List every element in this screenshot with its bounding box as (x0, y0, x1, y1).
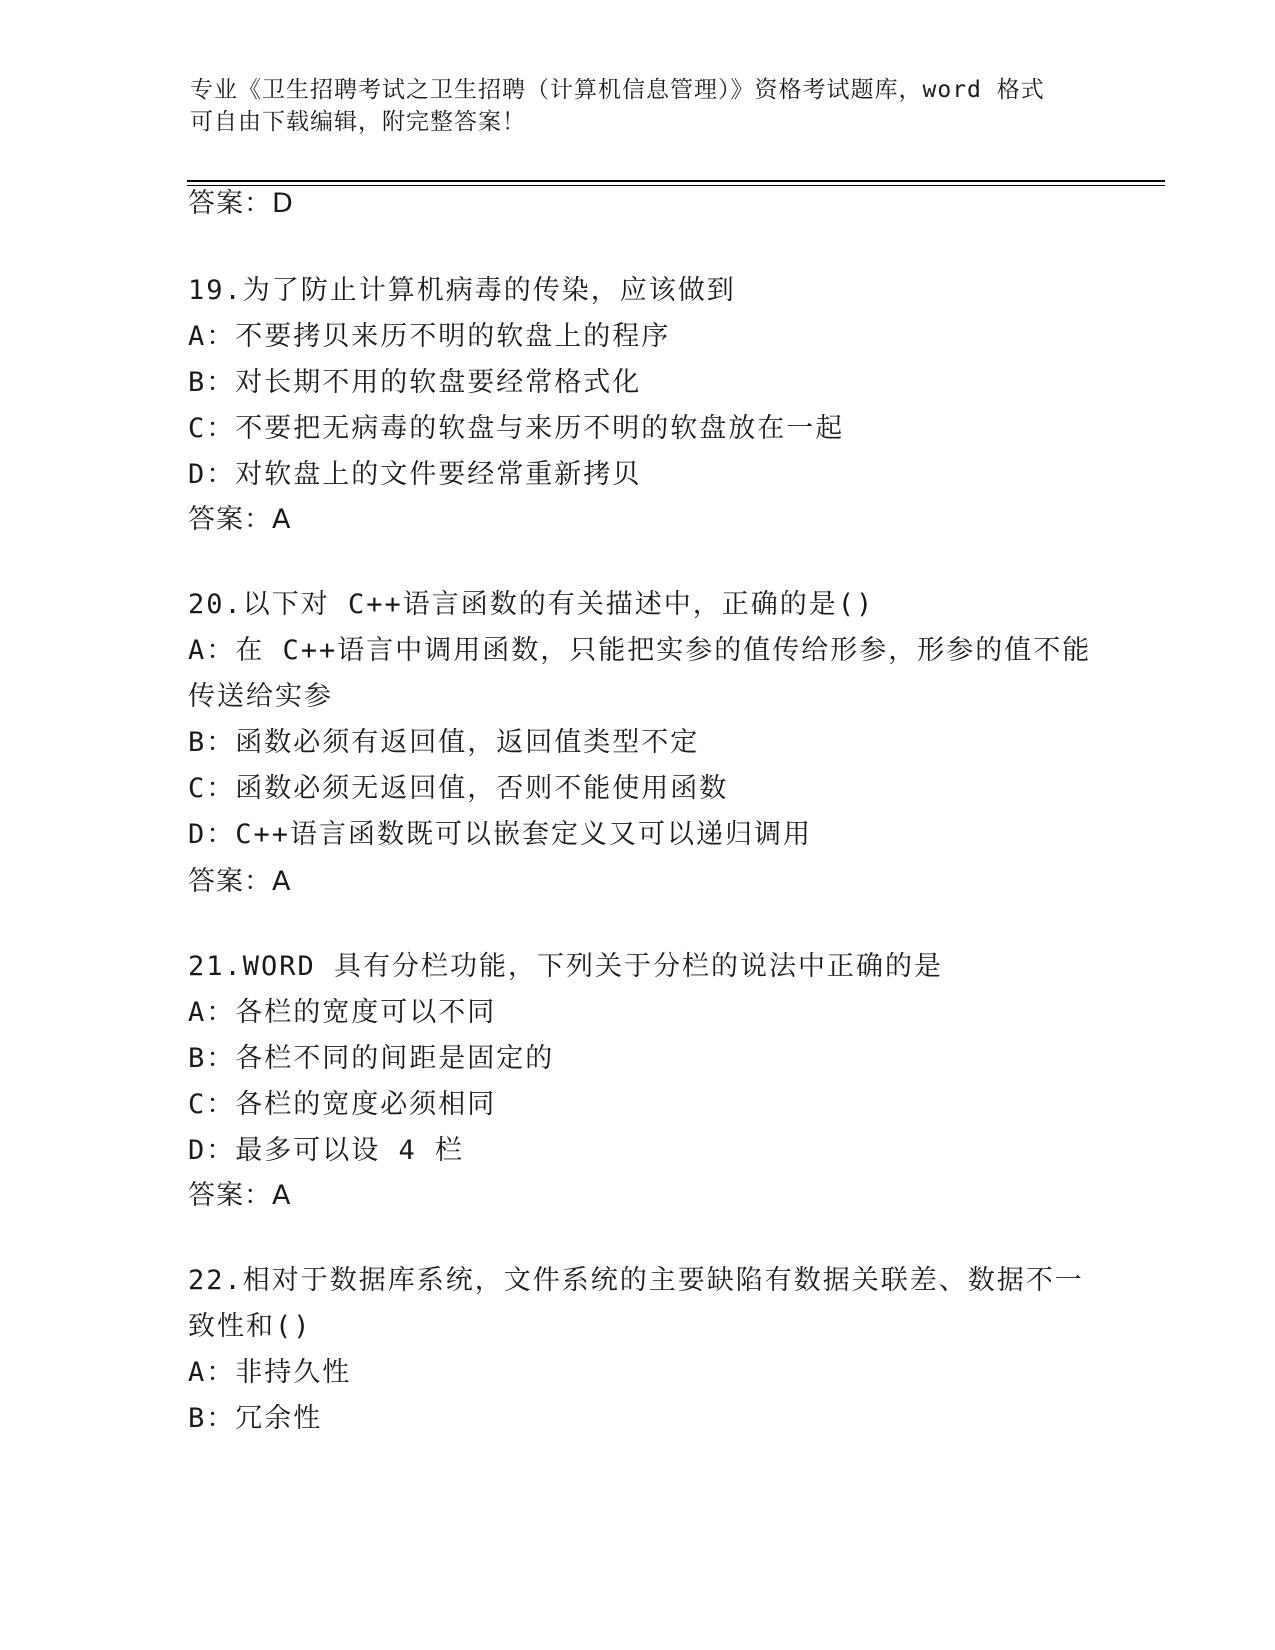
option-b: B：冗余性 (188, 1403, 323, 1434)
option-c: C：函数必须无返回值，否则不能使用函数 (188, 773, 729, 804)
question-stem: 21.WORD 具有分栏功能，下列关于分栏的说法中正确的是 (188, 951, 944, 982)
option-a: A：在 C++语言中调用函数，只能把实参的值传给形参，形参的值不能 (188, 635, 1092, 666)
question-stem: 19.为了防止计算机病毒的传染，应该做到 (188, 275, 736, 306)
option-b: B：函数必须有返回值，返回值类型不定 (188, 727, 700, 758)
question-21 (188, 944, 1088, 1174)
question-22 (188, 1258, 1088, 1442)
answer-prev: 答案：D (188, 188, 294, 219)
header-divider-thin (187, 185, 1165, 186)
option-b: B：对长期不用的软盘要经常格式化 (188, 367, 642, 398)
option-a: A：非持久性 (188, 1357, 352, 1388)
answer-21: 答案：A (188, 1180, 292, 1211)
option-a: A：各栏的宽度可以不同 (188, 997, 497, 1028)
option-d: D：最多可以设 4 栏 (188, 1135, 465, 1166)
answer-20: 答案：A (188, 866, 292, 897)
option-c: C：不要把无病毒的软盘与来历不明的软盘放在一起 (188, 413, 845, 444)
question-stem: 22.相对于数据库系统，文件系统的主要缺陷有数据关联差、数据不一 (188, 1265, 1084, 1296)
option-c: C：各栏的宽度必须相同 (188, 1089, 497, 1120)
header-divider-thick (187, 180, 1165, 182)
option-d: D：C++语言函数既可以嵌套定义又可以递归调用 (188, 819, 813, 850)
header-line-2: 可自由下载编辑，附完整答案！ (190, 109, 526, 135)
question-19 (188, 268, 1088, 498)
option-a: A：不要拷贝来历不明的软盘上的程序 (188, 321, 671, 352)
question-stem: 20.以下对 C++语言函数的有关描述中，正确的是() (188, 589, 875, 620)
option-b: B：各栏不同的间距是固定的 (188, 1043, 555, 1074)
question-20 (188, 582, 1092, 858)
option-a-cont: 传送给实参 (188, 681, 333, 712)
header-line-1: 专业《卫生招聘考试之卫生招聘（计算机信息管理）》资格考试题库，word 格式 (190, 77, 1045, 103)
answer-19: 答案：A (188, 504, 292, 535)
question-stem-cont: 致性和() (188, 1311, 312, 1342)
option-d: D：对软盘上的文件要经常重新拷贝 (188, 459, 642, 490)
document-header (190, 74, 1070, 138)
